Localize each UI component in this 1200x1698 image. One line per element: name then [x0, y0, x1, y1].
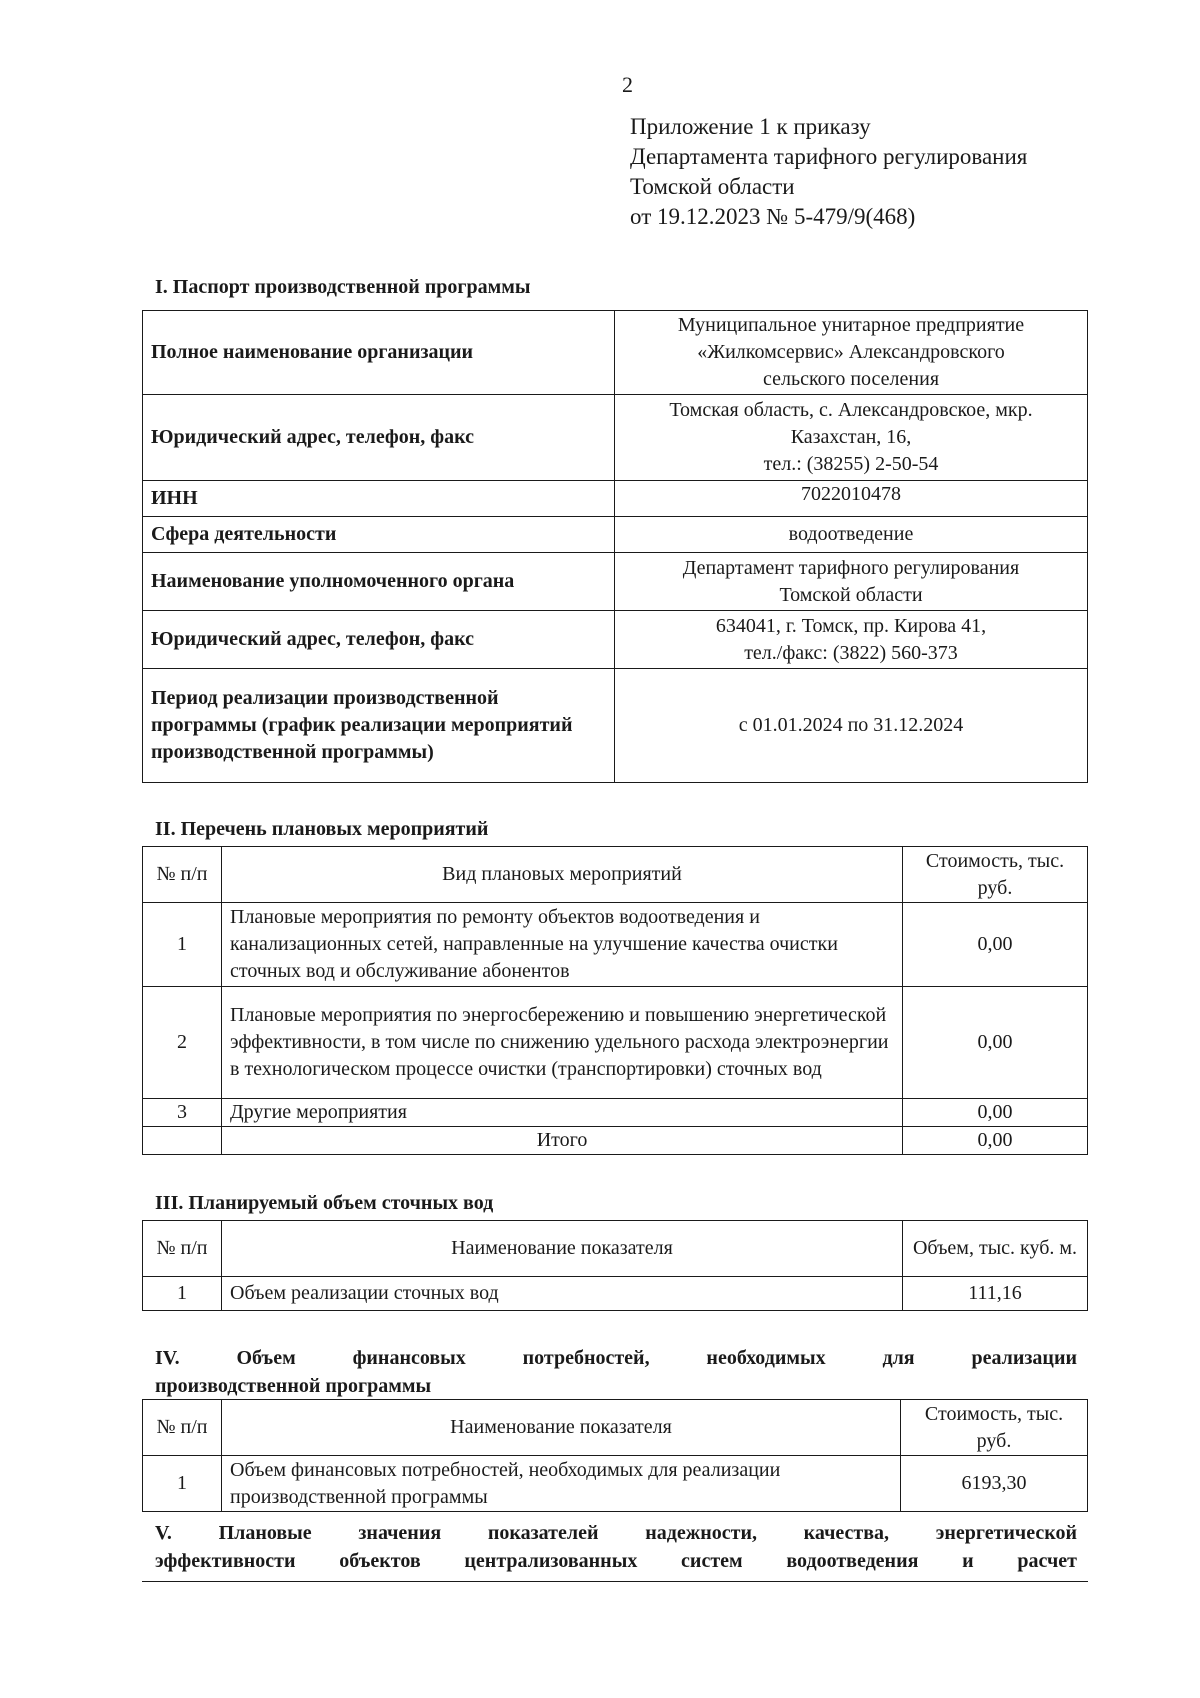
section-5-title [155, 1519, 1077, 1575]
header-num: № п/п [143, 1221, 222, 1277]
header-name: Вид плановых мероприятий [222, 847, 903, 903]
table-row [143, 987, 1088, 1099]
header-name: Наименование показателя [222, 1400, 901, 1456]
value-line: Томская область, с. Александровское, мкр. [669, 399, 1033, 421]
row-cost: 6193,30 [901, 1456, 1088, 1512]
table-row [143, 517, 1088, 553]
value-line: тел.: (38255) 2-50-54 [763, 453, 939, 475]
table-total-row [143, 1127, 1088, 1155]
row-num: 1 [143, 1456, 222, 1512]
value-line: Муниципальное унитарное предприятие [677, 314, 1025, 336]
row-label: Сфера деятельности [143, 517, 615, 553]
appendix-line: Приложение 1 к приказу [630, 114, 871, 139]
row-name: Объем реализации сточных вод [222, 1277, 903, 1311]
table-header-row [143, 847, 1088, 903]
row-value: с 01.01.2024 по 31.12.2024 [615, 669, 1088, 783]
row-value [615, 395, 1088, 481]
row-name: Плановые мероприятия по ремонту объектов водоотведения и канализационных сетей, направленные на улучшение качества очистки сточных вод и обслуживание абонентов [222, 903, 903, 987]
title-line: производственной программы [155, 1375, 432, 1397]
row-value [615, 611, 1088, 669]
section-3-title: III. Планируемый объем сточных вод [155, 1192, 494, 1214]
table-row [143, 669, 1088, 783]
header-name: Наименование показателя [222, 1221, 903, 1277]
row-label: Юридический адрес, телефон, факс [143, 611, 615, 669]
row-value: 111,16 [903, 1277, 1088, 1311]
financial-needs-table [142, 1399, 1088, 1512]
section-2-title: II. Перечень плановых мероприятий [155, 818, 489, 840]
appendix-line: Томской области [630, 174, 795, 199]
wastewater-volume-table [142, 1220, 1088, 1311]
row-value [615, 553, 1088, 611]
row-num: 1 [143, 1277, 222, 1311]
activities-table [142, 846, 1088, 1155]
total-label: Итого [222, 1127, 903, 1155]
page-number: 2 [622, 72, 633, 97]
table-row [143, 611, 1088, 669]
row-label: Полное наименование организации [143, 311, 615, 395]
appendix-line: Департамента тарифного регулирования [630, 144, 1028, 169]
table-row [143, 1456, 1088, 1512]
row-label: Наименование уполномоченного органа [143, 553, 615, 611]
table-row [143, 311, 1088, 395]
table-header-row [143, 1400, 1088, 1456]
row-cost: 0,00 [903, 1099, 1088, 1127]
table-row [143, 1277, 1088, 1311]
value-line: Томской области [779, 583, 923, 606]
table-row [143, 903, 1088, 987]
row-cost: 0,00 [903, 987, 1088, 1099]
title-line: IV. Объем финансовых потребностей, необходимых для реализации [155, 1347, 1077, 1369]
table-row [143, 1099, 1088, 1127]
header-num: № п/п [143, 1400, 222, 1456]
table-header-row [143, 1221, 1088, 1277]
row-value: водоотведение [615, 517, 1088, 553]
header-cost: Стоимость, тыс. руб. [901, 1400, 1088, 1456]
appendix-header [630, 112, 1027, 232]
value-line: Казахстан, 16, [790, 426, 912, 448]
row-value [615, 311, 1088, 395]
row-num: 2 [143, 987, 222, 1099]
header-cost: Стоимость, тыс. руб. [903, 847, 1088, 903]
bottom-rule [142, 1581, 1088, 1582]
row-num: 3 [143, 1099, 222, 1127]
appendix-line: от 19.12.2023 № 5-479/9(468) [630, 204, 916, 229]
value-line: сельского поселения [762, 368, 940, 390]
value-line: «Жилкомсервис» Александровского [697, 341, 1005, 363]
row-label: Период реализации производственной программы (график реализации мероприятий производственной программы) [143, 669, 615, 783]
value-line: 634041, г. Томск, пр. Кирова 41, [715, 614, 987, 637]
row-num: 1 [143, 903, 222, 987]
row-value: 7022010478 [615, 481, 1088, 517]
section-1-title: I. Паспорт производственной программы [155, 276, 531, 298]
header-value: Объем, тыс. куб. м. [903, 1221, 1088, 1277]
title-line: эффективности объектов централизованных систем водоотведения и расчет [155, 1550, 1077, 1572]
row-name: Другие мероприятия [222, 1099, 903, 1127]
table-row [143, 481, 1088, 517]
value-line: тел./факс: (3822) 560-373 [744, 641, 958, 664]
row-name: Плановые мероприятия по энергосбережению и повышению энергетической эффективности, в том числе по снижению удельного расхода электроэнергии в технологическом процессе очистки (транспортировки) сточных вод [222, 987, 903, 1099]
total-value: 0,00 [903, 1127, 1088, 1155]
table-row [143, 553, 1088, 611]
table-row [143, 395, 1088, 481]
row-label: ИНН [143, 481, 615, 517]
row-label: Юридический адрес, телефон, факс [143, 395, 615, 481]
passport-table [142, 310, 1088, 783]
total-empty-cell [143, 1127, 222, 1155]
header-num: № п/п [143, 847, 222, 903]
value-line: Департамент тарифного регулирования [682, 556, 1020, 579]
section-4-title [155, 1344, 1077, 1400]
row-name: Объем финансовых потребностей, необходимых для реализации производственной программы [222, 1456, 901, 1512]
title-line: V. Плановые значения показателей надежности, качества, энергетической [155, 1522, 1077, 1544]
row-cost: 0,00 [903, 903, 1088, 987]
